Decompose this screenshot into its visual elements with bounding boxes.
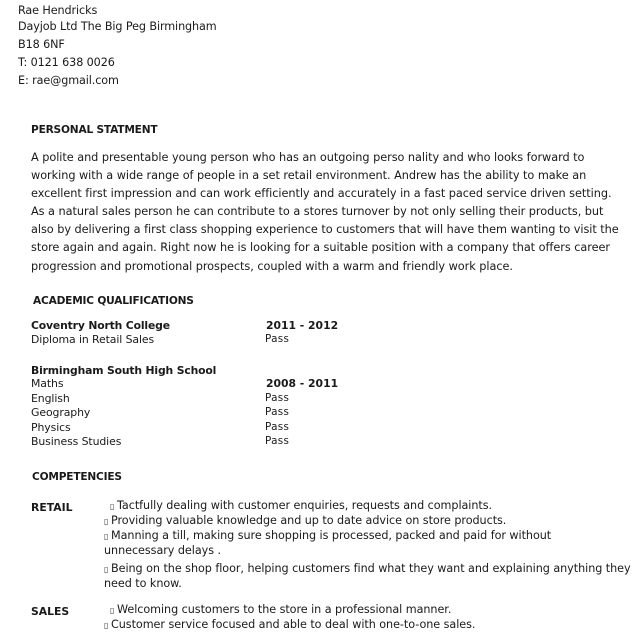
subject-grade: Pass	[265, 435, 290, 447]
retail-label: RETAIL	[31, 501, 73, 514]
statement-line: A polite and presentable young person who has an outgoing perso nality and who looks forward to	[31, 151, 585, 164]
school-name: Birmingham South High School	[31, 364, 217, 377]
subject-row: English	[31, 392, 70, 405]
personal-statement-heading: PERSONAL STATMENT	[31, 124, 158, 136]
bullet-icon: ▯	[104, 565, 109, 574]
college-grade: Pass	[265, 333, 290, 345]
sales-label: SALES	[31, 605, 70, 618]
college-years: 2011 - 2012	[266, 319, 339, 332]
statement-line: progression and promotional prospects, coupled with a warm and friendly work place.	[31, 259, 513, 273]
retail-item: ▯ Being on the shop floor, helping customers find what they want and explaining anything they	[104, 562, 631, 575]
subject-row: Maths	[31, 377, 64, 390]
contact-postcode: B18 6NF	[18, 38, 65, 51]
subject-row: Geography	[31, 406, 91, 419]
contact-address: Dayjob Ltd The Big Peg Birmingham	[18, 20, 217, 33]
competencies-heading: COMPETENCIES	[32, 471, 122, 483]
bullet-icon: ▯	[110, 606, 115, 615]
subject-row: Physics	[31, 421, 71, 434]
academic-heading: ACADEMIC QUALIFICATIONS	[33, 295, 194, 307]
bullet-icon: ▯	[104, 621, 109, 630]
contact-name: Rae Hendricks	[18, 4, 98, 17]
retail-item: ▯ Tactfully dealing with customer enquiries, requests and complaints.	[110, 499, 493, 512]
college-name: Coventry North College	[31, 319, 170, 332]
bullet-icon: ▯	[104, 517, 109, 526]
subject-row: Business Studies	[31, 435, 122, 448]
retail-item: ▯ Providing valuable knowledge and up to date advice on store products.	[104, 514, 507, 527]
statement-line: working with a wide range of people in a set retail environment. Andrew has the ability to make an	[31, 169, 587, 183]
sales-item: ▯ Customer service focused and able to deal with one-to-one sales.	[104, 618, 476, 631]
subject-grade: Pass	[265, 392, 290, 404]
statement-line: also by delivering a first class shopping experience to customers that will have them wanting to visit the	[31, 223, 619, 237]
retail-item-continued: unnecessary delays .	[104, 544, 221, 557]
contact-phone: T: 0121 638 0026	[18, 56, 115, 69]
bullet-icon: ▯	[110, 502, 115, 511]
statement-line: store again and again. Right now he is looking for a suitable position with a company that offers career	[31, 241, 610, 255]
sales-item: ▯ Welcoming customers to the store in a professional manner.	[110, 603, 452, 616]
subject-grade: Pass	[265, 406, 290, 418]
subject-grade: Pass	[265, 421, 290, 433]
retail-item: ▯ Manning a till, making sure shopping is processed, packed and paid for without	[104, 529, 552, 542]
personal-statement-paragraph	[31, 149, 621, 276]
statement-line: excellent first impression and can work efficiently and accurately in a fast paced service driven setting.	[31, 187, 612, 201]
bullet-icon: ▯	[104, 532, 109, 541]
school-years: 2008 - 2011	[266, 377, 339, 390]
statement-line: As a natural sales person he can contribute to a stores turnover by not only selling their products, but	[31, 205, 604, 219]
contact-email[interactable]: E: rae@gmail.com	[18, 74, 119, 87]
college-course: Diploma in Retail Sales	[31, 333, 155, 346]
retail-item-continued: need to know.	[104, 577, 182, 590]
